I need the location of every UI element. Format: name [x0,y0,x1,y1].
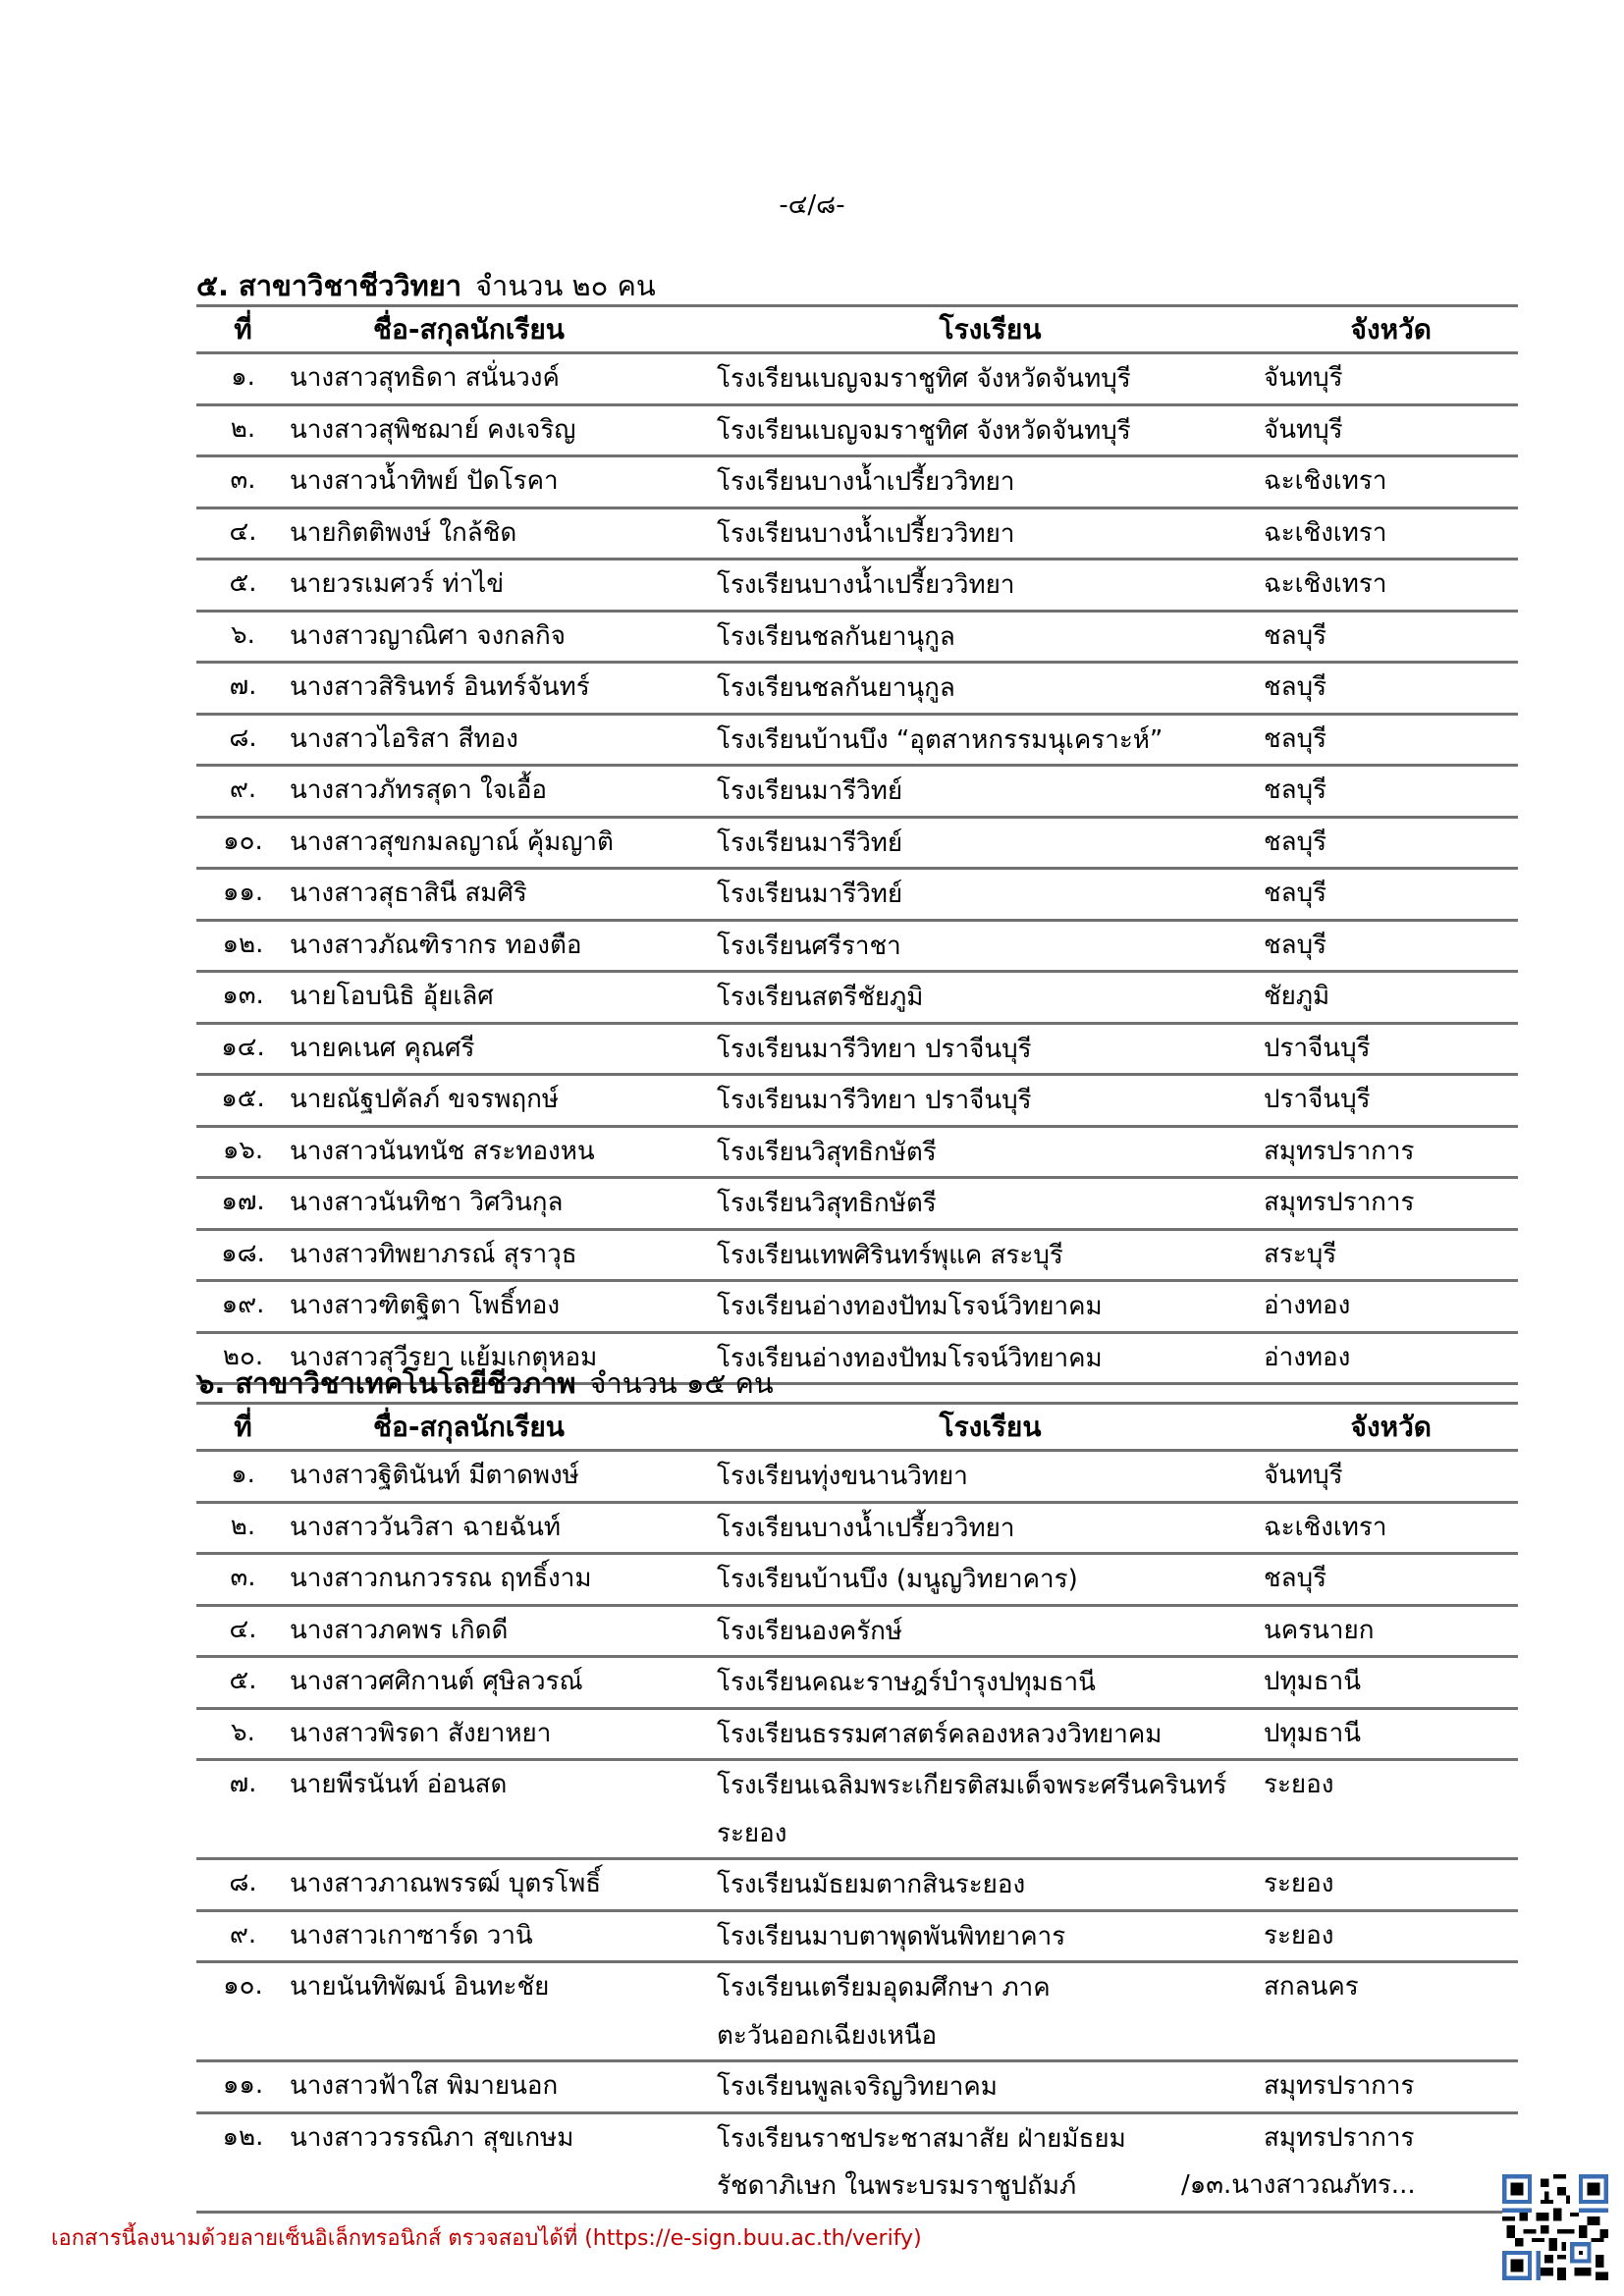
section-count: จำนวน ๑๕ คน [589,1366,774,1400]
province: จันทบุรี [1264,353,1518,405]
province: ชลบุรี [1264,714,1518,766]
province: ชัยภูมิ [1264,972,1518,1024]
table-row [196,1554,1518,1606]
table-header-row [196,1404,1518,1451]
province: ปราจีนบุรี [1264,1075,1518,1127]
row-number: ๑๖. [196,1126,290,1178]
province: ฉะเชิงเทรา [1264,507,1518,560]
table-row [196,1657,1518,1709]
table-row [196,353,1518,405]
school-name-line: โรงเรียนคณะราษฎร์บำรุงปทุมธานี [717,1668,1096,1697]
province: ฉะเชิงเทรา [1264,456,1518,508]
student-name: นางสาวสุขกมลญาณ์ คุ้มญาติ [290,817,717,869]
table-row [196,611,1518,663]
school-name [717,1229,1264,1281]
province: ชลบุรี [1264,663,1518,715]
table-row [196,1075,1518,1127]
school-name-line: โรงเรียนทุ่งขนานวิทยา [717,1462,968,1491]
school-name [717,1657,1264,1709]
row-number: ๓. [196,456,290,508]
province: สกลนคร [1264,1962,1518,2061]
province: ระยอง [1264,1760,1518,1859]
column-header-name: ชื่อ-สกุลนักเรียน [290,1404,717,1451]
school-name-line: โรงเรียนอ่างทองปัทมโรจน์วิทยาคม [717,1343,1103,1373]
table-row [196,817,1518,869]
row-number: ๖. [196,1708,290,1760]
table-row [196,456,1518,508]
school-name-line: โรงเรียนวิสุทธิกษัตรี [717,1189,937,1218]
province: ปทุมธานี [1264,1657,1518,1709]
table-row [196,1023,1518,1075]
school-name [717,920,1264,972]
province: ปทุมธานี [1264,1708,1518,1760]
table-body [196,1451,1518,2213]
school-name [717,1451,1264,1503]
school-name [717,456,1264,508]
province: นครนายก [1264,1605,1518,1657]
row-number: ๑๗. [196,1178,290,1230]
student-name: นางสาวภัทรสุดา ใจเอื้อ [290,766,717,818]
row-number: ๒๐. [196,1332,290,1384]
school-name-line: โรงเรียนบางน้ำเปรี้ยววิทยา [717,570,1015,600]
province: ระยอง [1264,1859,1518,1911]
school-name [717,1760,1264,1859]
student-name: นางสาวสุทธิดา สนั่นวงค์ [290,353,717,405]
school-name [717,1708,1264,1760]
student-name: นางสาวภัณฑิรากร ทองตือ [290,920,717,972]
student-name: นายกิตติพงษ์ ใกล้ชิด [290,507,717,560]
table-row [196,1760,1518,1859]
table-row [196,2061,1518,2113]
province: จันทบุรี [1264,404,1518,456]
province: สมุทรปราการ [1264,2061,1518,2113]
row-number: ๑๐. [196,1962,290,2061]
table-row [196,869,1518,921]
school-name [717,1859,1264,1911]
table-header-row [196,306,1518,353]
student-name: นางสาวทิพยาภรณ์ สุราวุธ [290,1229,717,1281]
student-name: นางสาวสิรินทร์ อินทร์จันทร์ [290,663,717,715]
school-name-line: โรงเรียนศรีราชา [717,931,901,961]
row-number: ๗. [196,663,290,715]
table-body [196,353,1518,1384]
student-name: นางสาวภคพร เกิดดี [290,1605,717,1657]
student-name: นางสาวสุพิชฌาย์ คงเจริญ [290,404,717,456]
row-number: ๑๐. [196,817,290,869]
row-number: ๑. [196,353,290,405]
table-row [196,1451,1518,1503]
school-name-line: ระยอง [717,1818,787,1848]
school-name [717,972,1264,1024]
school-name [717,1962,1264,2061]
row-number: ๔. [196,1605,290,1657]
school-name-line: โรงเรียนบ้านบึง (มนูญวิทยาคาร) [717,1565,1078,1594]
school-name-line: โรงเรียนพูลเจริญวิทยาคม [717,2072,998,2102]
school-name [717,1554,1264,1606]
table-row [196,1281,1518,1333]
row-number: ๑๑. [196,2061,290,2113]
student-name: นายคเนศ คุณศรี [290,1023,717,1075]
student-name: นายวรเมศวร์ ท่าไข่ [290,560,717,612]
column-header-name: ชื่อ-สกุลนักเรียน [290,306,717,353]
student-table-biology [196,304,1518,1385]
row-number: ๑๒. [196,920,290,972]
qr-code-icon[interactable] [1502,2174,1608,2280]
column-header-no: ที่ [196,1404,290,1451]
row-number: ๓. [196,1554,290,1606]
student-name: นางสาวศศิกานต์ ศุษิลวรณ์ [290,1657,717,1709]
province: ชลบุรี [1264,1554,1518,1606]
school-name-line: โรงเรียนอ่างทองปัทมโรจน์วิทยาคม [717,1292,1103,1321]
row-number: ๙. [196,1910,290,1962]
student-name: นางสาวสุธาสินี สมศิริ [290,869,717,921]
row-number: ๑๒. [196,2112,290,2212]
table-row [196,1178,1518,1230]
school-name-line: โรงเรียนมัธยมตากสินระยอง [717,1870,1026,1899]
section-heading-text: ๖. สาขาวิชาเทคโนโลยีชีวภาพ [196,1366,576,1400]
table-row [196,714,1518,766]
row-number: ๕. [196,1657,290,1709]
school-name-line: โรงเรียนเตรียมอุดมศึกษา ภาค [717,1973,1051,2002]
province: สมุทรปราการ [1264,2112,1518,2212]
table-row [196,1962,1518,2061]
school-name [717,766,1264,818]
school-name-line: โรงเรียนเบญจมราชูทิศ จังหวัดจันทบุรี [717,415,1131,446]
school-name-line: โรงเรียนมาบตาพุดพันพิทยาคาร [717,1921,1066,1951]
table-row [196,1708,1518,1760]
student-name: นางสาวน้ำทิพย์ ปัดโรคา [290,456,717,508]
school-name-line: โรงเรียนมารีวิทยา ปราจีนบุรี [717,1086,1032,1115]
school-name [717,1023,1264,1075]
column-header-province: จังหวัด [1264,1404,1518,1451]
province: ชลบุรี [1264,817,1518,869]
row-number: ๔. [196,507,290,560]
student-name: นางสาวเกาซาร์ด วานิ [290,1910,717,1962]
table-row [196,972,1518,1024]
student-name: นางสาววันวิสา ฉายฉันท์ [290,1502,717,1554]
province: ชลบุรี [1264,611,1518,663]
school-name-line: โรงเรียนเบญจมราชูทิศ จังหวัดจันทบุรี [717,364,1131,394]
student-name: นายพีรนันท์ อ่อนสด [290,1760,717,1859]
school-name-line: โรงเรียนมารีวิทย์ [717,776,903,806]
student-name: นางสาวฐิตินันท์ มีตาดพงษ์ [290,1451,717,1503]
school-name-line: โรงเรียนมารีวิทย์ [717,828,903,858]
student-name: นางสาวกนกวรรณ ฤทธิ์งาม [290,1554,717,1606]
school-name [717,611,1264,663]
row-number: ๗. [196,1760,290,1859]
school-name [717,817,1264,869]
table-row [196,663,1518,715]
school-name-line: โรงเรียนวิสุทธิกษัตรี [717,1137,937,1167]
section-heading-text: ๕. สาขาวิชาชีววิทยา [196,269,462,302]
school-name [717,714,1264,766]
page-number: -๔/๘- [779,190,845,220]
table-row [196,1605,1518,1657]
school-name [717,560,1264,612]
school-name [717,663,1264,715]
student-table-biotechnology [196,1402,1518,2214]
student-name: นางสาวภาณพรรฒ์ บุตรโพธิ์ [290,1859,717,1911]
province: สระบุรี [1264,1229,1518,1281]
table-row [196,920,1518,972]
row-number: ๑๙. [196,1281,290,1333]
table-row [196,1910,1518,1962]
student-name: นางสาวสุวีรยา แย้มเกตุหอม [290,1332,717,1384]
province: ชลบุรี [1264,766,1518,818]
province: ฉะเชิงเทรา [1264,1502,1518,1554]
student-name: นายโอบนิธิ อุ้ยเลิศ [290,972,717,1024]
student-name: นางสาวฟ้าใส พิมายนอก [290,2061,717,2113]
section-heading-biology [196,263,656,308]
school-name-line: รัชดาภิเษก ในพระบรมราชูปถัมภ์ [717,2171,1077,2201]
school-name-line: ตะวันออกเฉียงเหนือ [717,2020,938,2051]
province: อ่างทอง [1264,1332,1518,1384]
column-header-province: จังหวัด [1264,306,1518,353]
student-name: นายนันทิพัฒน์ อินทะชัย [290,1962,717,2061]
school-name-line: โรงเรียนบางน้ำเปรี้ยววิทยา [717,518,1015,549]
school-name-line: โรงเรียนมารีวิทย์ [717,880,903,909]
school-name-line: โรงเรียนบางน้ำเปรี้ยววิทยา [717,467,1015,497]
student-name: นางสาวญาณิศา จงกลกิจ [290,611,717,663]
school-name [717,1281,1264,1333]
school-name [717,507,1264,560]
column-header-school: โรงเรียน [717,1404,1264,1451]
school-name [717,2061,1264,2113]
student-name: นางสาวพิรดา สังยาหยา [290,1708,717,1760]
province: อ่างทอง [1264,1281,1518,1333]
school-name-line: โรงเรียนสตรีชัยภูมิ [717,983,924,1012]
school-name-line: โรงเรียนธรรมศาสตร์คลองหลวงวิทยาคม [717,1719,1163,1749]
row-number: ๕. [196,560,290,612]
column-header-no: ที่ [196,306,290,353]
row-number: ๖. [196,611,290,663]
row-number: ๑๓. [196,972,290,1024]
province: ชลบุรี [1264,920,1518,972]
row-number: ๘. [196,714,290,766]
school-name-line: โรงเรียนเฉลิมพระเกียรติสมเด็จพระศรีนครินทร์ [717,1771,1227,1800]
table-row [196,560,1518,612]
student-name: นางสาวนันทนัช สระทองหน [290,1126,717,1178]
school-name [717,1178,1264,1230]
province: ชลบุรี [1264,869,1518,921]
table-row [196,1126,1518,1178]
school-name [717,869,1264,921]
section-heading-biotechnology [196,1361,774,1406]
row-number: ๒. [196,1502,290,1554]
school-name [717,1910,1264,1962]
school-name [717,353,1264,405]
column-header-school: โรงเรียน [717,306,1264,353]
school-name [717,1126,1264,1178]
row-number: ๑๑. [196,869,290,921]
continued-next-page: /๑๓.นางสาวณภัทร... [1181,2170,1416,2200]
student-name: นางสาววรรณิภา สุขเกษม [290,2112,717,2212]
table-row [196,1229,1518,1281]
row-number: ๘. [196,1859,290,1911]
row-number: ๑๕. [196,1075,290,1127]
student-name: นางสาวฑิตฐิตา โพธิ์ทอง [290,1281,717,1333]
school-name-line: โรงเรียนชลกันยานุกูล [717,673,955,703]
row-number: ๑. [196,1451,290,1503]
school-name [717,1502,1264,1554]
province: ฉะเชิงเทรา [1264,560,1518,612]
student-name: นายณัฐปคัลภ์ ขจรพฤกษ์ [290,1075,717,1127]
table-row [196,1859,1518,1911]
table-row [196,1502,1518,1554]
row-number: ๒. [196,404,290,456]
province: จันทบุรี [1264,1451,1518,1503]
esign-verify-notice[interactable]: เอกสารนี้ลงนามด้วยลายเซ็นอิเล็กทรอนิกส์ ตรวจสอบได้ที่ (https://e-sign.buu.ac.th/verify) [51,2226,922,2251]
school-name-line: โรงเรียนเทพศิรินทร์พุแค สระบุรี [717,1240,1063,1270]
province: สมุทรปราการ [1264,1126,1518,1178]
row-number: ๙. [196,766,290,818]
school-name [717,1075,1264,1127]
row-number: ๑๔. [196,1023,290,1075]
province: สมุทรปราการ [1264,1178,1518,1230]
table-row [196,404,1518,456]
student-name: นางสาวไอริสา สีทอง [290,714,717,766]
province: ปราจีนบุรี [1264,1023,1518,1075]
school-name-line: โรงเรียนมารีวิทยา ปราจีนบุรี [717,1034,1032,1064]
row-number: ๑๘. [196,1229,290,1281]
table-row [196,766,1518,818]
table-row [196,507,1518,560]
school-name-line: โรงเรียนราชประชาสมาสัย ฝ่ายมัธยม [717,2123,1126,2154]
school-name-line: โรงเรียนชลกันยานุกูล [717,621,955,652]
province: ระยอง [1264,1910,1518,1962]
school-name-line: โรงเรียนบ้านบึง “อุตสาหกรรมนุเคราะห์” [717,724,1164,755]
school-name [717,404,1264,456]
school-name [717,1332,1264,1384]
section-count: จำนวน ๒๐ คน [475,269,656,302]
school-name [717,1605,1264,1657]
school-name-line: โรงเรียนองครักษ์ [717,1616,903,1646]
student-name: นางสาวนันทิชา วิศวินกุล [290,1178,717,1230]
school-name-line: โรงเรียนบางน้ำเปรี้ยววิทยา [717,1513,1015,1543]
